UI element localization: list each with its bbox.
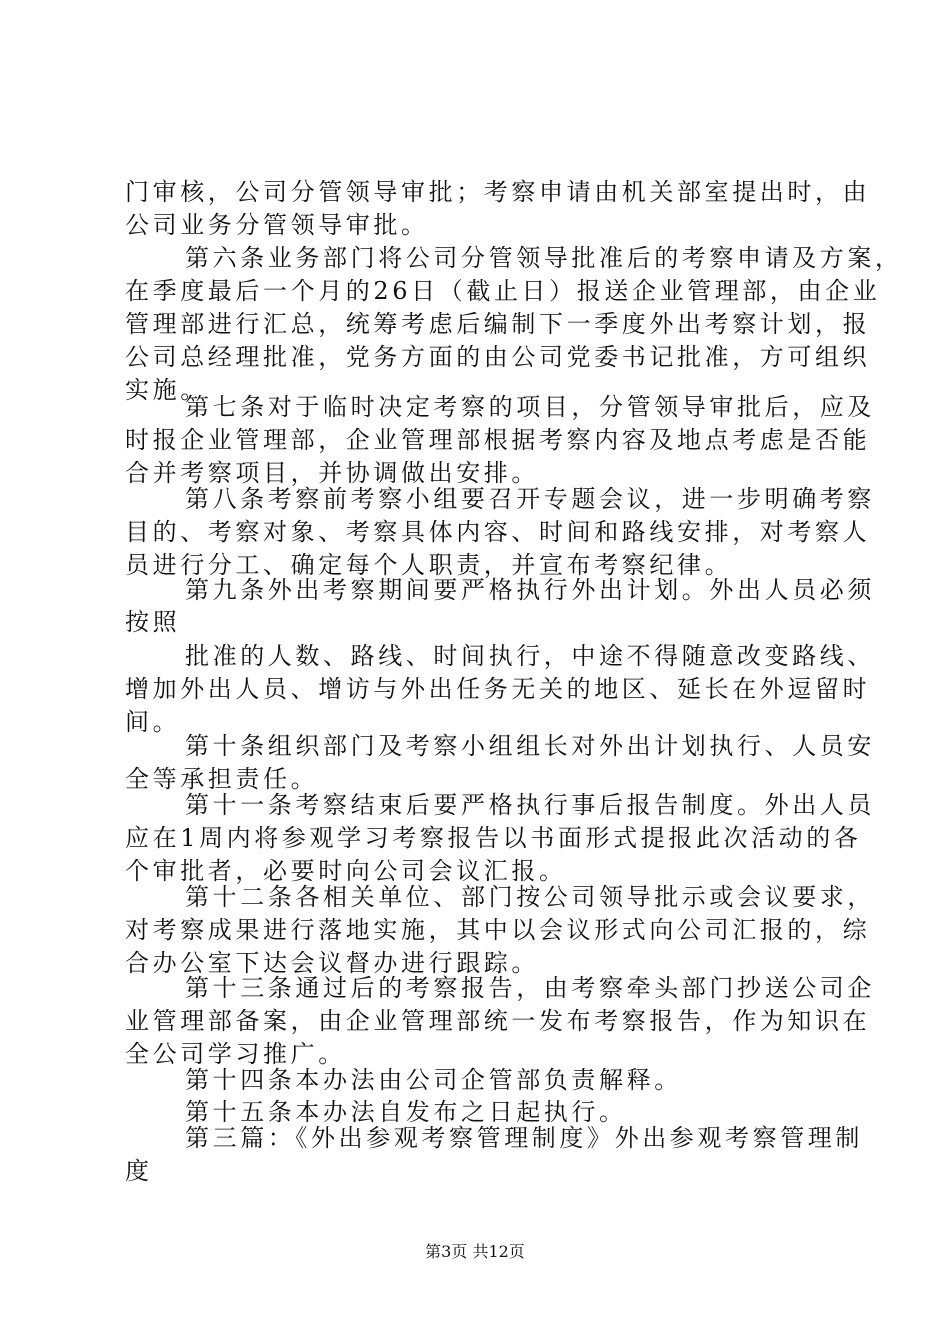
text-line: 门审核，公司分管领导审批；考察申请由机关部室提出时，由 <box>125 178 871 206</box>
text-line: 合并考察项目，并协调做出安排。 <box>125 459 539 487</box>
text-line: 第十条组织部门及考察小组组长对外出计划执行、人员安 <box>185 732 875 760</box>
text-line: 合办公室下达会议督办进行跟踪。 <box>125 949 539 977</box>
text-line: 第六条业务部门将公司分管领导批准后的考察申请及方案， <box>185 244 903 272</box>
text-line: 公司业务分管领导审批。 <box>125 211 429 239</box>
text-line: 第十五条本办法自发布之日起执行。 <box>185 1098 627 1126</box>
text-line: 第十三条通过后的考察报告，由考察牵头部门抄送公司企 <box>185 974 875 1002</box>
text-line: 第七条对于临时决定考察的项目，分管领导审批后，应及 <box>185 393 875 421</box>
text-line: 业管理部备案，由企业管理部统一发布考察报告，作为知识在 <box>125 1007 871 1035</box>
text-line: 对考察成果进行落地实施，其中以会议形式向公司汇报的，综 <box>125 916 871 944</box>
text-line: 实施。 <box>125 376 208 404</box>
text-line: 目的、考察对象、考察具体内容、时间和路线安排，对考察人 <box>125 518 871 546</box>
text-line: 全等承担责任。 <box>125 765 319 793</box>
text-line: 在季度最后一个月的26日（截止日）报送企业管理部，由企业 <box>125 277 881 305</box>
text-line: 第十四条本办法由公司企管部负责解释。 <box>185 1066 682 1094</box>
text-line: 个审批者，必要时向公司会议汇报。 <box>125 857 567 885</box>
text-line: 时报企业管理部，企业管理部根据考察内容及地点考虑是否能 <box>125 426 871 454</box>
page-number-footer: 第3页 共12页 <box>425 1242 525 1261</box>
text-line: 间。 <box>125 708 181 736</box>
text-line: 第八条考察前考察小组要召开专题会议，进一步明确考察 <box>185 485 875 513</box>
text-line: 度 <box>125 1157 153 1185</box>
text-line: 第十一条考察结束后要严格执行事后报告制度。外出人员 <box>185 791 875 819</box>
text-line: 管理部进行汇总，统筹考虑后编制下一季度外出考察计划，报 <box>125 310 871 338</box>
text-line: 第三篇：《外出参观考察管理制度》外出参观考察管理制 <box>185 1124 863 1152</box>
text-line: 批准的人数、路线、时间执行，中途不得随意改变路线、 <box>185 642 875 670</box>
text-line: 公司总经理批准，党务方面的由公司党委书记批准，方可组织 <box>125 343 871 371</box>
text-line: 第九条外出考察期间要严格执行外出计划。外出人员必须 <box>185 576 875 604</box>
text-line: 全公司学习推广。 <box>125 1040 346 1068</box>
text-line: 增加外出人员、增访与外出任务无关的地区、延长在外逗留时 <box>125 675 871 703</box>
text-line: 按照 <box>125 608 181 636</box>
text-line: 员进行分工、确定每个人职责，并宣布考察纪律。 <box>125 551 733 579</box>
text-line: 应在1周内将参观学习考察报告以书面形式提报此次活动的各 <box>125 824 862 852</box>
text-line: 第十二条各相关单位、部门按公司领导批示或会议要求， <box>185 883 875 911</box>
